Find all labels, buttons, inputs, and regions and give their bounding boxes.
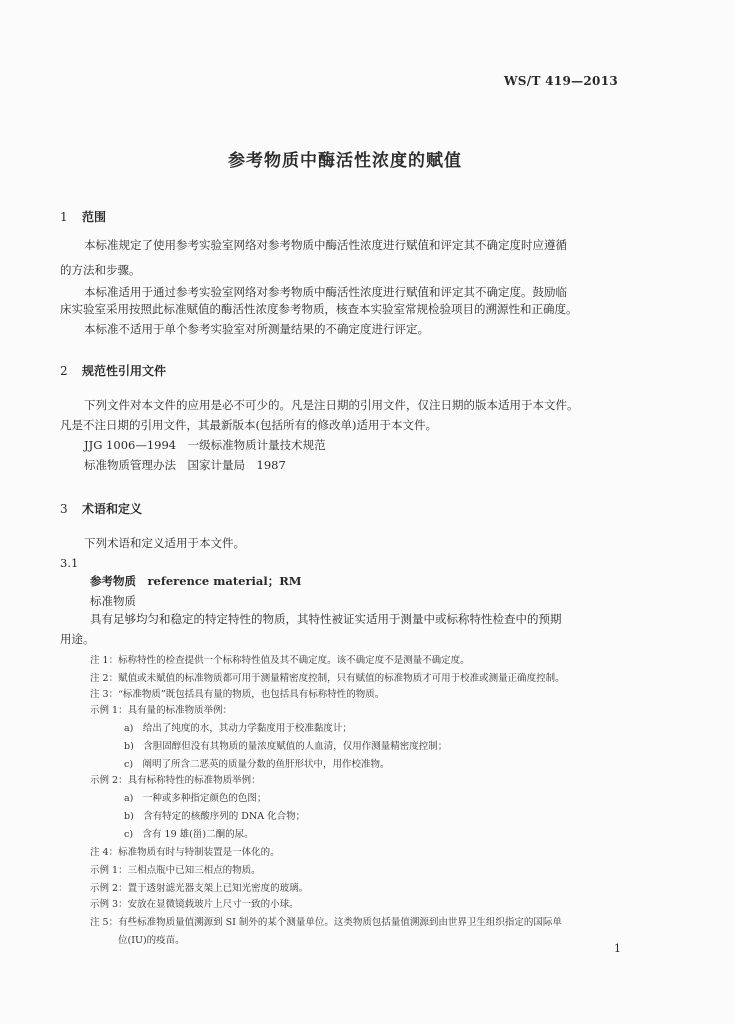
example-2-item-c: c) 含有 19 雄(甾)二酮的尿。 xyxy=(124,829,254,840)
note-5-line-1: 注 5：有些标准物质量值溯源到 SI 制外的某个测量单位。这类物质包括量值溯源到由世界卫生组织指定的国际单 xyxy=(90,917,562,928)
section-1-title: 范围 xyxy=(82,210,107,224)
example-1-item-c: c) 阐明了所含二恶英的质量分数的鱼肝形状中，用作校准物。 xyxy=(124,759,390,770)
section-2-heading xyxy=(60,362,166,379)
term-synonym: 标准物质 xyxy=(90,594,136,608)
normative-reference-1: JJG 1006—1994 一级标准物质计量技术规范 xyxy=(84,438,326,452)
note-4: 注 4：标准物质有时与特制装置是一体化的。 xyxy=(90,847,280,858)
section-1-para-2-line-2: 床实验室采用按照此标准赋值的酶活性浓度参考物质，核查本实验室常规检验项目的溯源性和正确度。 xyxy=(60,302,578,316)
term-definition-line-1: 具有足够均匀和稳定的特定特性的物质，其特性被证实适用于测量中或标称特性检查中的预期 xyxy=(90,612,562,626)
section-1-para-1-line-1: 本标准规定了使用参考实验室网络对参考物质中酶活性浓度进行赋值和评定其不确定度时应遵循 xyxy=(84,238,567,252)
section-3-heading xyxy=(60,500,142,517)
section-3-intro: 下列术语和定义适用于本文件。 xyxy=(84,536,245,550)
term-reference-material: 参考物质 reference material；RM xyxy=(90,574,302,588)
section-3-title: 术语和定义 xyxy=(82,502,143,516)
note-3: 注 3：“标准物质”既包括具有量的物质，也包括具有标称特性的物质。 xyxy=(90,689,385,700)
document-title: 参考物质中酶活性浓度的赋值 xyxy=(228,151,462,171)
section-2-title: 规范性引用文件 xyxy=(82,364,167,378)
note-2: 注 2：赋值或未赋值的标准物质都可用于测量精密度控制，只有赋值的标准物质才可用于校准或测量正确度控制。 xyxy=(90,673,565,684)
section-2-para-line-2: 凡是不注日期的引用文件，其最新版本(包括所有的修改单)适用于本文件。 xyxy=(60,418,437,432)
section-1-para-2-line-1: 本标准适用于通过参考实验室网络对参考物质中酶活性浓度进行赋值和评定其不确定度。鼓励临 xyxy=(84,285,567,299)
note-4-example-2: 示例 2：置于透射滤光器支架上已知光密度的玻璃。 xyxy=(90,883,309,894)
section-2-number: 2 xyxy=(60,364,68,378)
example-1-item-a: a) 给出了纯度的水，其动力学黏度用于校准黏度计； xyxy=(124,723,352,734)
section-1-para-3: 本标准不适用于单个参考实验室对所测量结果的不确定度进行评定。 xyxy=(84,322,429,336)
example-1-item-b: b) 含胆固醇但没有其物质的量浓度赋值的人血清，仅用作测量精密度控制； xyxy=(124,741,448,752)
section-2-para-line-1: 下列文件对本文件的应用是必不可少的。凡是注日期的引用文件，仅注日期的版本适用于本文件。 xyxy=(84,398,579,412)
page-number: 1 xyxy=(614,942,621,955)
note-5-line-2: 位(IU)的疫苗。 xyxy=(118,935,185,946)
normative-reference-2: 标准物质管理办法 国家计量局 1987 xyxy=(84,458,286,472)
section-1-number: 1 xyxy=(60,210,68,224)
section-1-heading xyxy=(60,208,106,225)
example-2-item-a: a) 一种或多种指定颜色的色图； xyxy=(124,793,267,804)
example-2-item-b: b) 含有特定的核酸序列的 DNA 化合物； xyxy=(124,811,306,822)
standard-number: WS/T 419—2013 xyxy=(504,74,618,88)
subsection-number: 3.1 xyxy=(60,556,79,570)
note-4-example-3: 示例 3：安放在显微镜载玻片上尺寸一致的小球。 xyxy=(90,899,299,910)
example-1-heading: 示例 1：具有量的标准物质举例： xyxy=(90,705,233,716)
note-4-example-1: 示例 1：三相点瓶中已知三相点的物质。 xyxy=(90,865,261,876)
term-definition-line-2: 用途。 xyxy=(60,632,95,646)
example-2-heading: 示例 2：具有标称特性的标准物质举例： xyxy=(90,775,261,786)
note-1: 注 1：标称特性的检查提供一个标称特性值及其不确定度。该不确定度不是测量不确定度。 xyxy=(90,655,470,666)
section-3-number: 3 xyxy=(60,502,68,516)
section-1-para-1-line-2: 的方法和步骤。 xyxy=(60,263,141,277)
